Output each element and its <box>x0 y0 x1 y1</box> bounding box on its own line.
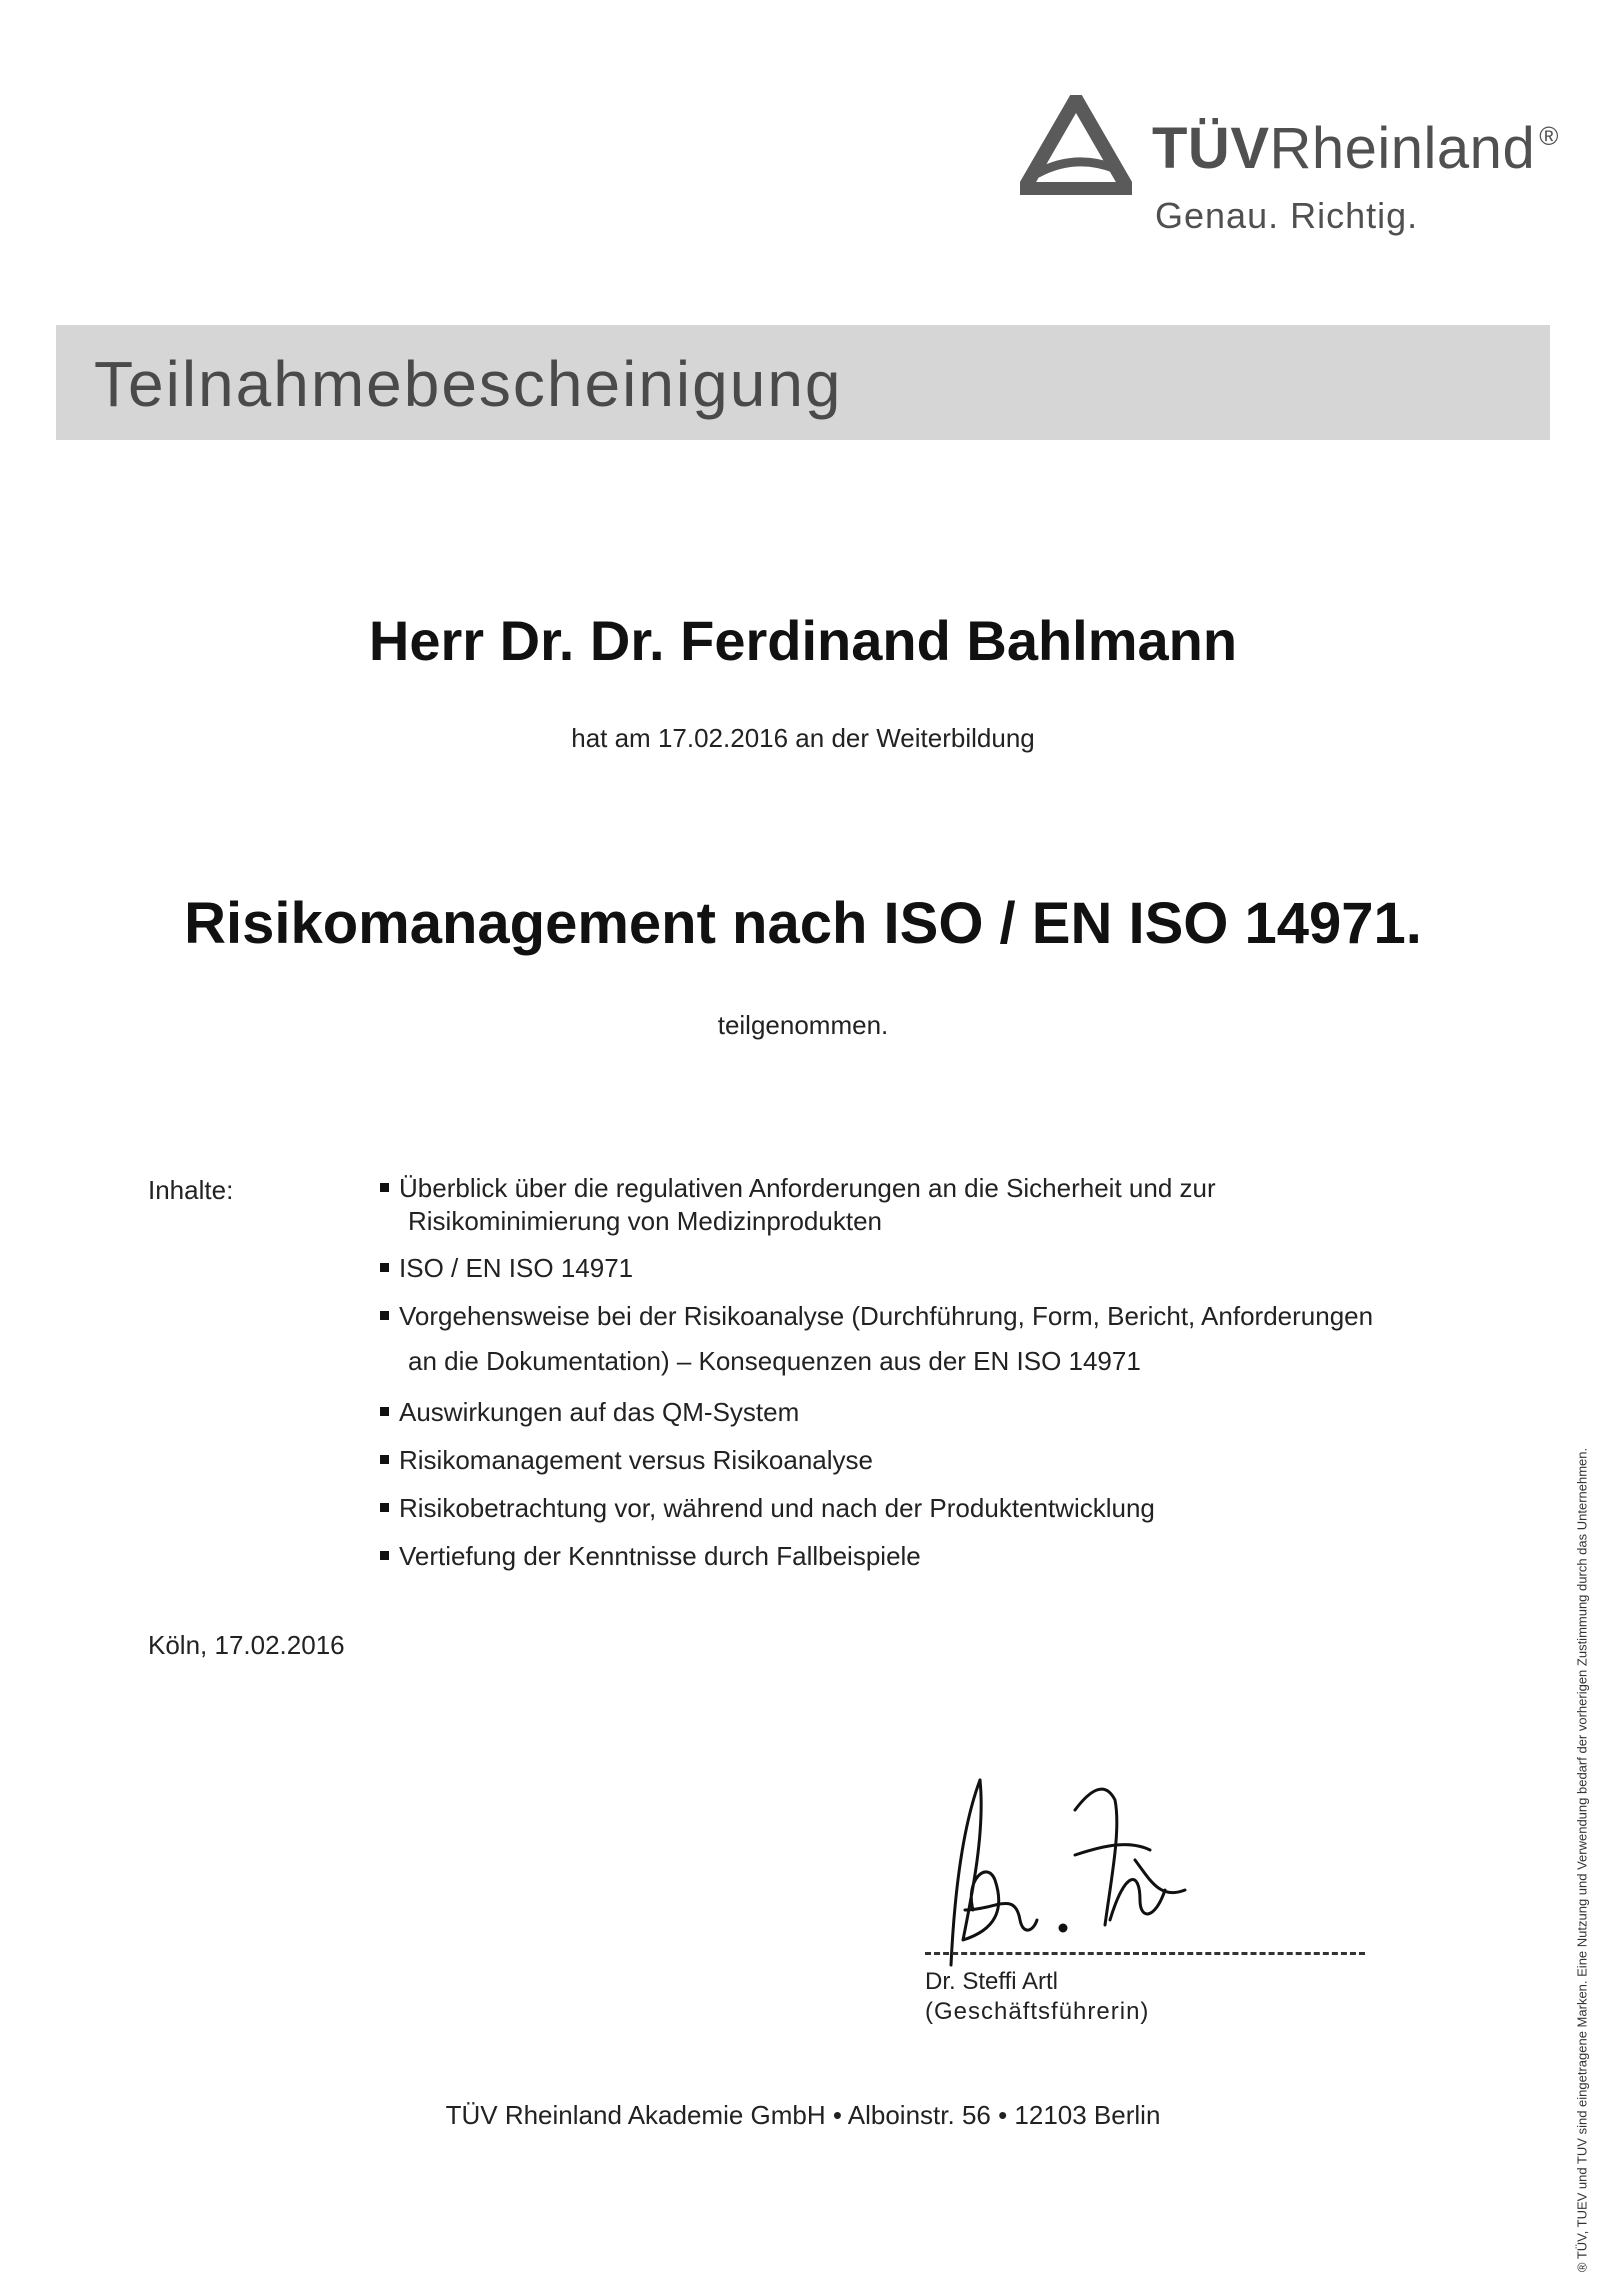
logo-tagline: Genau. Richtig. <box>1155 195 1419 236</box>
list-item: Vorgehensweise bei der Risikoanalyse (Durchführung, Form, Bericht, Anforderungen an die Dokumentation) – Konsequenzen aus der EN ISO 14971 <box>380 1300 1373 1378</box>
place-date: Köln, 17.02.2016 <box>148 1630 345 1660</box>
participant-name: Herr Dr. Dr. Ferdinand Bahlmann <box>368 609 1238 672</box>
bullet-icon <box>380 1263 389 1272</box>
list-item: Risikomanagement versus Risikoanalyse <box>380 1444 873 1477</box>
logo-wordmark: TÜVRheinland ® <box>1152 116 1559 181</box>
signature-line <box>925 1952 1365 1955</box>
tuv-rheinland-logo <box>1020 95 1560 245</box>
signature-image <box>925 1760 1205 1980</box>
contents-label: Inhalte: <box>148 1175 234 1205</box>
footer-address: TÜV Rheinland Akademie GmbH • Alboinstr. 56 • 12103 Berlin <box>445 2100 1161 2130</box>
title-band <box>56 325 1550 440</box>
bullet-icon <box>380 1407 389 1416</box>
signer-role: (Geschäftsführerin) <box>925 1998 1150 2025</box>
list-item: ISO / EN ISO 14971 <box>380 1252 633 1285</box>
list-item: Vertiefung der Kenntnisse durch Fallbeispiele <box>380 1540 921 1573</box>
bullet-icon <box>380 1455 389 1464</box>
bullet-icon <box>380 1503 389 1512</box>
page-title: Teilnahmebescheinigung <box>94 348 843 420</box>
course-title: Risikomanagement nach ISO / EN ISO 14971. <box>184 891 1422 956</box>
list-item: Risikobetrachtung vor, während und nach der Produktentwicklung <box>380 1492 1155 1525</box>
bullet-icon <box>380 1311 389 1320</box>
intro-line: hat am 17.02.2016 an der Weiterbildung <box>571 723 1035 753</box>
participated-line: teilgenommen. <box>717 1010 889 1040</box>
bullet-icon <box>380 1183 389 1192</box>
list-item: Überblick über die regulativen Anforderungen an die Sicherheit und zur Risikominimierung von Medizinprodukten <box>380 1172 1216 1238</box>
list-item: Auswirkungen auf das QM-System <box>380 1396 799 1429</box>
tuv-triangle-icon <box>1020 95 1132 195</box>
bullet-icon <box>380 1551 389 1560</box>
trademark-note: ® TÜV, TUEV und TUV sind eingetragene Marken. Eine Nutzung und Verwendung bedarf der vorherigen Zustimmung durch das Unternehmen. <box>1574 1447 1590 2273</box>
signer-name: Dr. Steffi Artl <box>925 1968 1058 1995</box>
